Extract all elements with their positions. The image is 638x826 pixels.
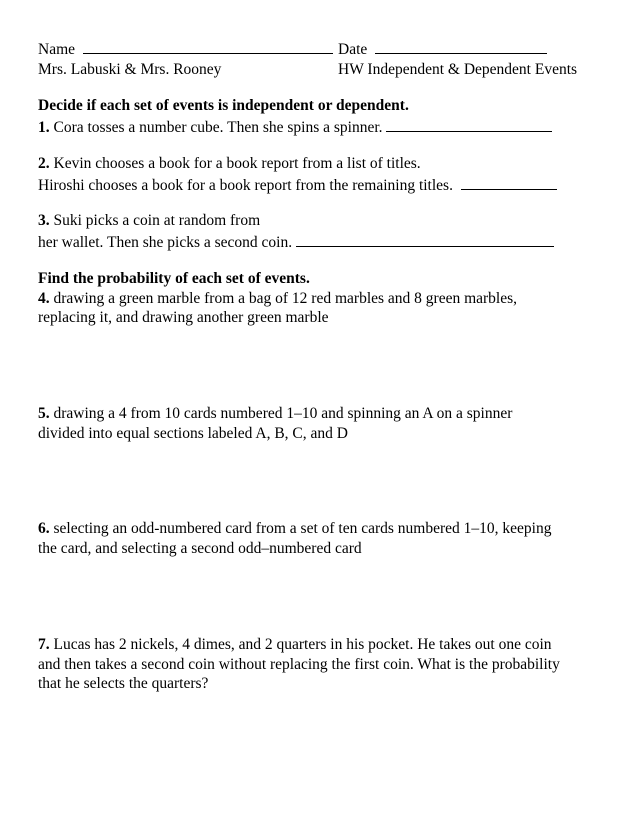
section1-heading: Decide if each set of events is independent or dependent. (38, 97, 409, 114)
header-row-1 (38, 38, 608, 60)
question-6: 6. selecting an odd-numbered card from a set of ten cards numbered 1–10, keeping the card, and selecting a second odd–numbered card (38, 520, 552, 557)
worksheet-page (38, 38, 608, 692)
question-1: 1. Cora tosses a number cube. Then she spins a spinner. (38, 116, 608, 138)
teachers: Mrs. Labuski & Mrs. Rooney (38, 60, 222, 78)
section-probability (38, 269, 608, 328)
section-independent-dependent (38, 96, 608, 137)
worksheet-title: HW Independent & Dependent Events (338, 60, 578, 78)
answer-blank-2[interactable] (461, 174, 557, 190)
section2-heading: Find the probability of each set of events. (38, 270, 310, 287)
date-label: Date (338, 41, 368, 58)
question-3: 3. Suki picks a coin at random from her wallet. Then she picks a second coin. (38, 211, 608, 252)
answer-blank-1[interactable] (386, 116, 552, 132)
question-2: 2. Kevin chooses a book for a book report from a list of titles. Hiroshi chooses a book for a book report from the remaining titles. (38, 154, 608, 195)
question-7: 7. Lucas has 2 nickels, 4 dimes, and 2 quarters in his pocket. He takes out one coin and then takes a second coin without replacing the first coin. What is the probability that he selects the quarters? (38, 636, 560, 692)
question-5: 5. drawing a 4 from 10 cards numbered 1–10 and spinning an A on a spinner divided into equal sections labeled A, B, C, and D (38, 405, 513, 442)
question-4: 4. drawing a green marble from a bag of 12 red marbles and 8 green marbles, replacing it, and drawing another green marble (38, 289, 518, 326)
name-blank[interactable] (83, 38, 333, 54)
date-blank[interactable] (375, 38, 547, 54)
header-row-2 (38, 60, 608, 80)
answer-blank-3[interactable] (296, 231, 554, 247)
name-label: Name (38, 41, 76, 58)
